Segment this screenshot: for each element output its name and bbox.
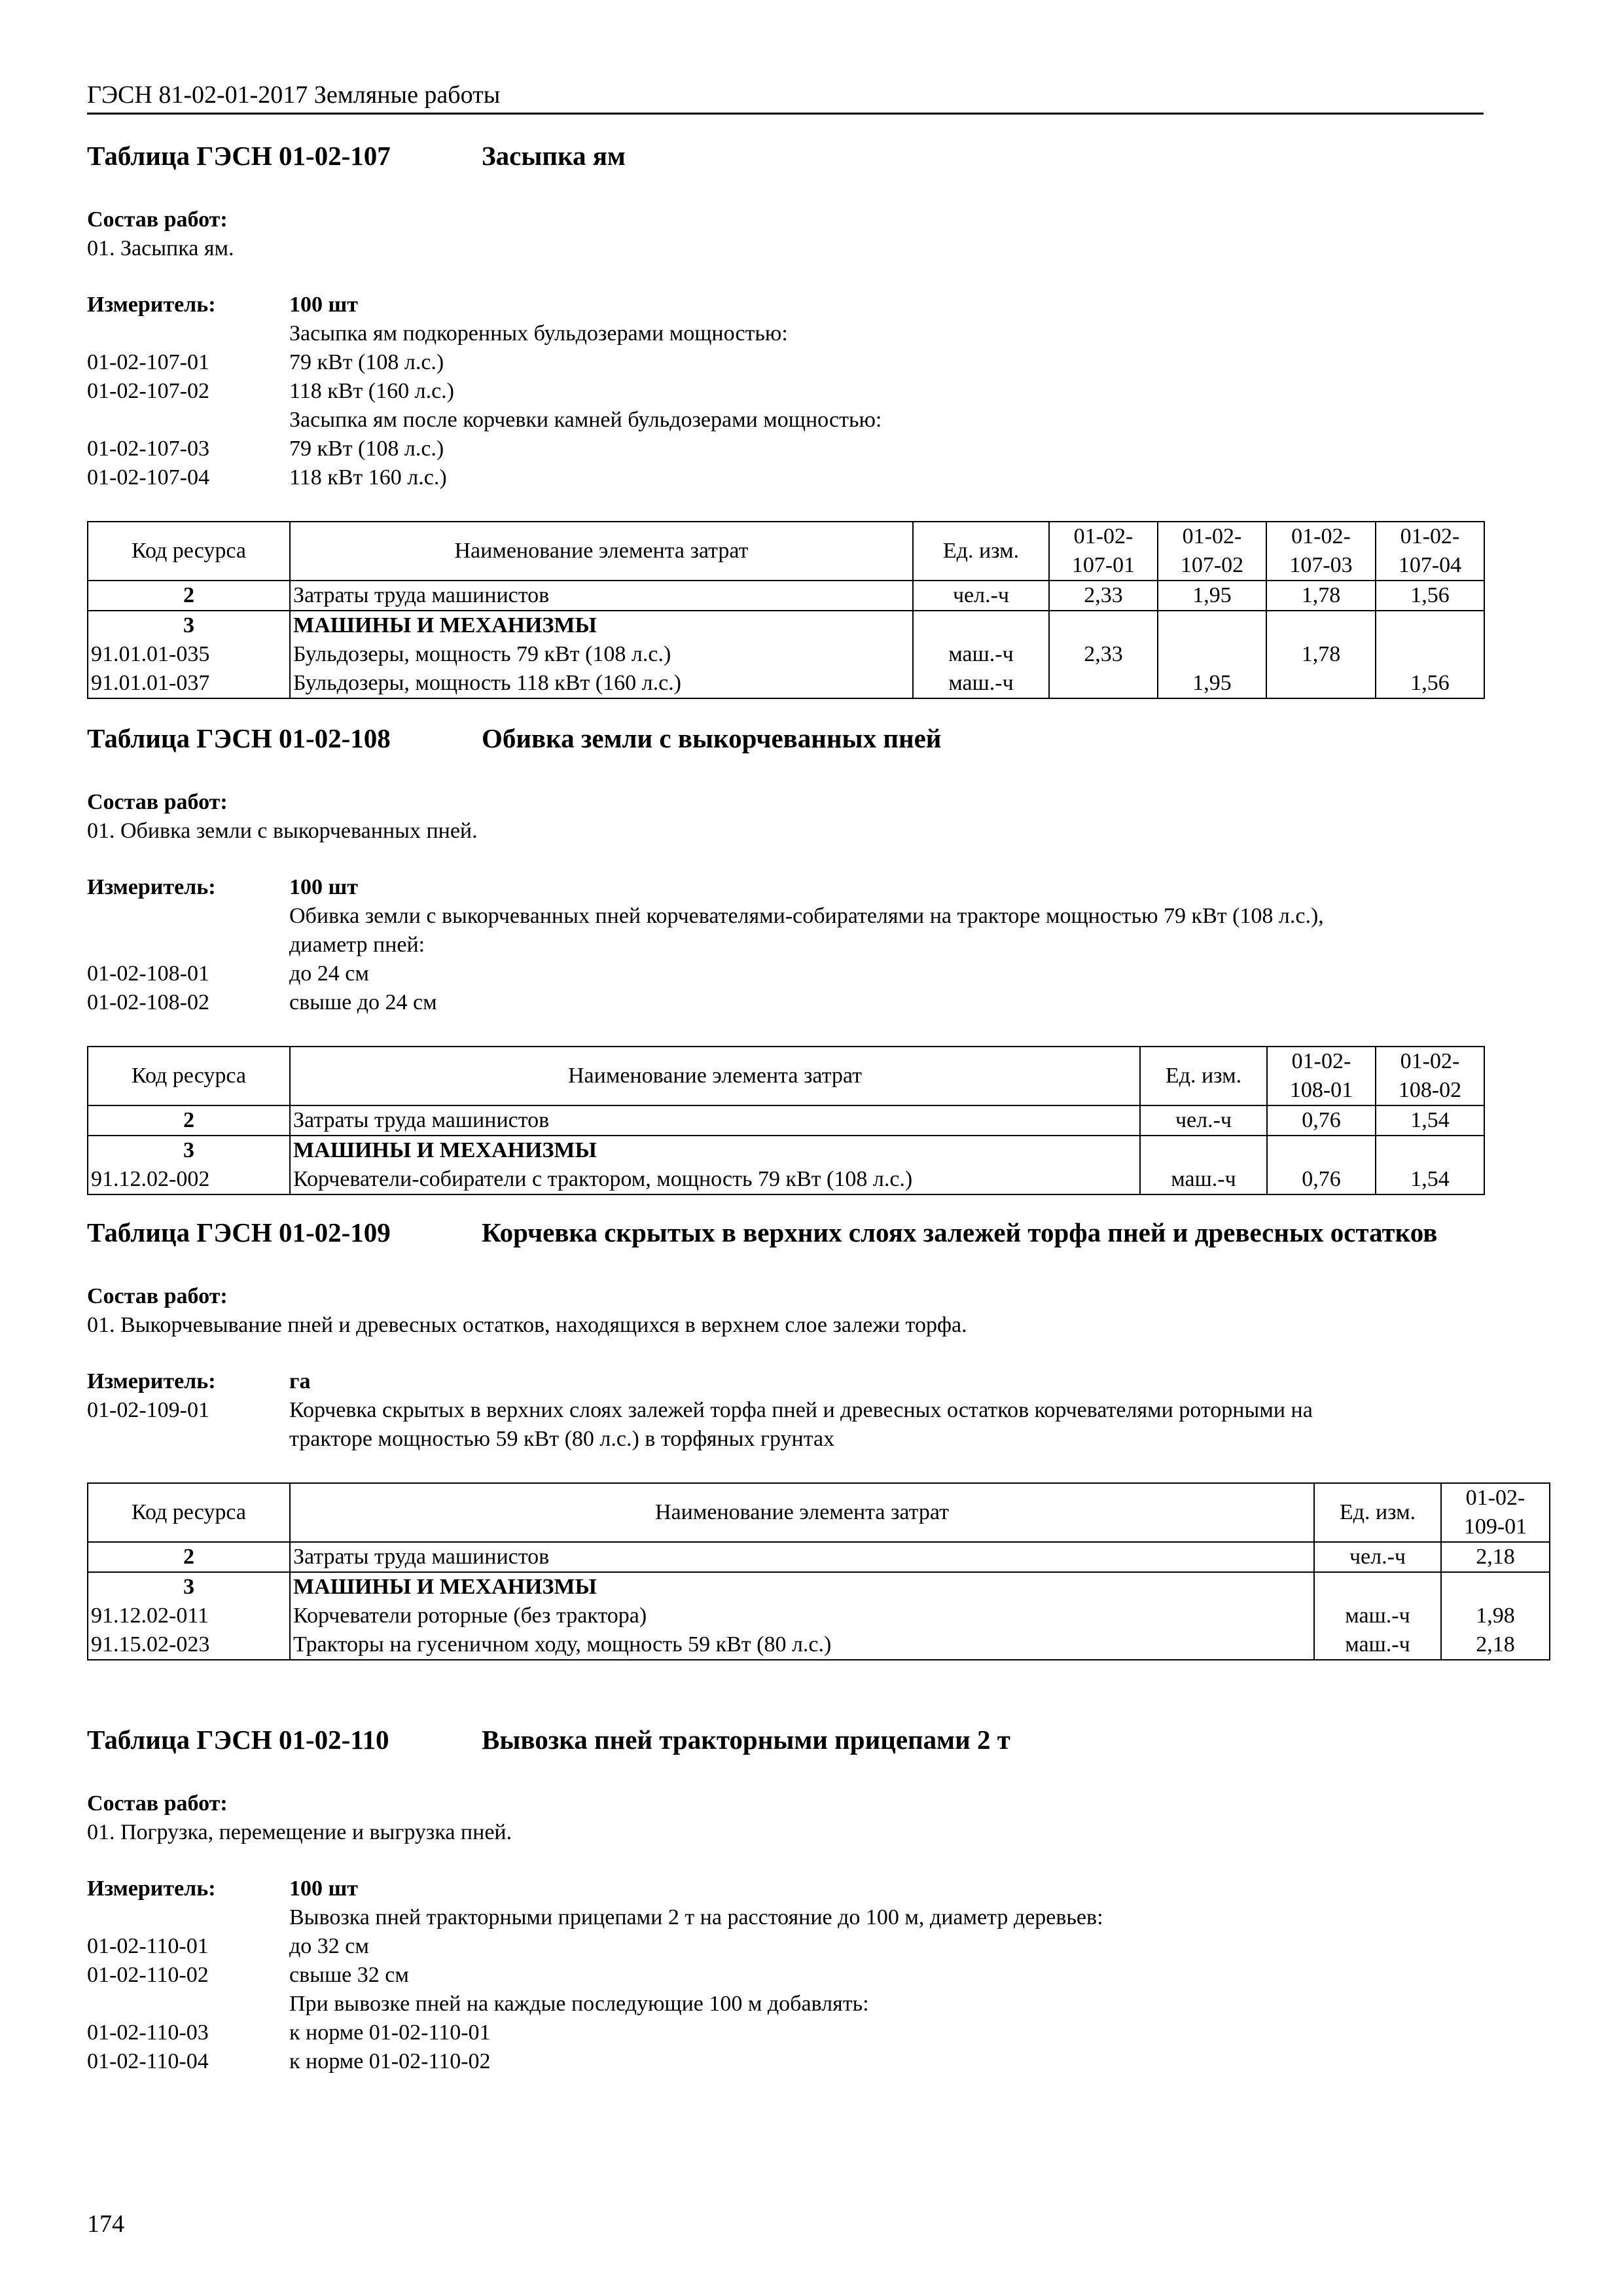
table-row (88, 1630, 1550, 1660)
section-01-02-108 (87, 720, 1484, 1195)
table-row (88, 611, 1484, 640)
norm-text: свыше 32 см (289, 1963, 409, 1987)
table-title: Засыпка ям (482, 141, 626, 171)
norm-line (87, 377, 1484, 406)
table-number: Таблица ГЭСН 01-02-109 (87, 1217, 391, 1247)
norm-line (87, 2018, 1484, 2047)
table-heading (87, 1214, 1484, 1251)
resource-unit (1314, 1572, 1441, 1602)
resource-name: Бульдозеры, мощность 79 кВт (108 л.с.) (290, 640, 913, 669)
resource-code: 2 (88, 581, 290, 611)
running-header: ГЭСН 81-02-01-2017 Земляные работы (87, 79, 1484, 115)
norm-code: 01-02-110-02 (87, 1963, 209, 1987)
measurer-value: 100 шт (289, 1876, 358, 1901)
measurer-value: 100 шт (289, 293, 358, 317)
page-number: 174 (87, 2210, 124, 2238)
resource-unit: чел.-ч (1314, 1542, 1441, 1572)
norm-value: 0,76 (1267, 1165, 1376, 1194)
col-header-code: Код ресурса (88, 1047, 290, 1105)
norm-code: 01-02-107-01 (87, 350, 209, 374)
norm-text: 118 кВт (160 л.с.) (289, 379, 454, 403)
norm-line (87, 319, 1484, 348)
table-row (88, 1165, 1484, 1194)
norm-line (87, 2047, 1484, 2076)
resource-unit (1140, 1136, 1267, 1165)
table-heading (87, 1721, 1484, 1758)
section-01-02-110 (87, 1721, 1484, 2076)
composition-text: 01. Обивка земли с выкорчеванных пней. (87, 819, 478, 843)
norm-line (87, 1932, 1484, 1961)
norm-value (1441, 1572, 1550, 1602)
resource-code: 2 (88, 1542, 290, 1572)
norm-value: 1,54 (1376, 1165, 1484, 1194)
norm-text: 79 кВт (108 л.с.) (289, 437, 444, 461)
resource-code: 3 (88, 1572, 290, 1602)
norm-text: свыше до 24 см (289, 990, 437, 1014)
norm-line (87, 1961, 1484, 1990)
norm-line (87, 902, 1484, 931)
composition-text: 01. Выкорчевывание пней и древесных остатков, находящихся в верхнем слое залежи торфа. (87, 1313, 967, 1337)
resource-code: 3 (88, 611, 290, 640)
norm-text: Корчевка скрытых в верхних слоях залежей торфа пней и древесных остатков корчевателями роторными на (289, 1398, 1313, 1422)
resource-unit: маш.-ч (1314, 1630, 1441, 1660)
col-header-name: Наименование элемента затрат (290, 522, 913, 581)
norm-text: Вывозка пней тракторными прицепами 2 т на расстояние до 100 м, диаметр деревьев: (289, 1905, 1103, 1929)
norm-value: 1,98 (1441, 1602, 1550, 1630)
composition-label: Состав работ: (87, 790, 228, 814)
norm-line (87, 1990, 1484, 2018)
section-01-02-107 (87, 137, 1484, 699)
resource-code: 91.01.01-037 (88, 669, 290, 698)
measurer-row (87, 291, 1484, 319)
norm-value: 1,78 (1266, 581, 1376, 611)
norm-value: 1,54 (1376, 1105, 1484, 1136)
composition-text: 01. Погрузка, перемещение и выгрузка пней. (87, 1820, 512, 1844)
norm-code: 01-02-107-03 (87, 437, 209, 461)
norm-code: 01-02-108-01 (87, 961, 209, 986)
norm-code: 01-02-107-02 (87, 379, 209, 403)
col-header-norm: 01-02- 108-01 (1267, 1047, 1376, 1105)
resource-code: 91.12.02-011 (88, 1602, 290, 1630)
resource-name: Затраты труда машинистов (290, 581, 913, 611)
measurer-label: Измеритель: (87, 1369, 216, 1393)
table-heading (87, 720, 1484, 757)
measurer-row (87, 1367, 1484, 1396)
resource-table (87, 1482, 1550, 1660)
resource-name: Корчеватели роторные (без трактора) (290, 1602, 1314, 1630)
norm-text: тракторе мощностью 59 кВт (80 л.с.) в торфяных грунтах (289, 1427, 835, 1451)
resource-table (87, 521, 1485, 699)
norm-text: к норме 01-02-110-02 (289, 2049, 491, 2073)
norm-line (87, 960, 1484, 988)
norm-value: 2,18 (1441, 1630, 1550, 1660)
norm-code: 01-02-110-03 (87, 2020, 209, 2045)
norm-code (87, 1903, 289, 1932)
resource-name: Затраты труда машинистов (290, 1542, 1314, 1572)
col-header-unit: Ед. изм. (1314, 1483, 1441, 1542)
norm-line (87, 435, 1484, 463)
norm-code: 01-02-108-02 (87, 990, 209, 1014)
table-row (88, 1542, 1550, 1572)
norm-line (87, 406, 1484, 435)
table-header-row (88, 1047, 1484, 1105)
norm-value: 1,56 (1376, 669, 1484, 698)
norm-value (1376, 640, 1484, 669)
norm-text: При вывозке пней на каждые последующие 100 м добавлять: (289, 1992, 869, 2016)
col-header-norm: 01-02- 107-04 (1376, 522, 1484, 581)
resource-name: Бульдозеры, мощность 118 кВт (160 л.с.) (290, 669, 913, 698)
table-row (88, 1105, 1484, 1136)
norm-code (87, 1990, 289, 2018)
table-number: Таблица ГЭСН 01-02-107 (87, 141, 391, 171)
measurer-value: га (289, 1369, 311, 1393)
measurer-row (87, 873, 1484, 902)
norm-line (87, 988, 1484, 1017)
measurer-label: Измеритель: (87, 1876, 216, 1901)
table-row (88, 1572, 1550, 1602)
table-title: Корчевка скрытых в верхних слоях залежей торфа пней и древесных остатков (482, 1217, 1438, 1247)
measurer-label: Измеритель: (87, 875, 216, 899)
norm-line (87, 348, 1484, 377)
table-header-row (88, 522, 1484, 581)
table-row (88, 640, 1484, 669)
composition-label: Состав работ: (87, 1791, 228, 1816)
resource-unit (913, 611, 1049, 640)
col-header-code: Код ресурса (88, 1483, 290, 1542)
norm-value: 1,56 (1376, 581, 1484, 611)
table-title: Обивка земли с выкорчеванных пней (482, 723, 942, 753)
resource-unit: маш.-ч (913, 640, 1049, 669)
resource-name: Затраты труда машинистов (290, 1105, 1140, 1136)
resource-code: 3 (88, 1136, 290, 1165)
norm-value: 1,95 (1158, 669, 1266, 698)
measurer-value: 100 шт (289, 875, 358, 899)
norm-value (1376, 1136, 1484, 1165)
norm-code: 01-02-109-01 (87, 1398, 209, 1422)
resource-unit: чел.-ч (1140, 1105, 1267, 1136)
norm-value (1158, 611, 1266, 640)
norm-text: Засыпка ям подкоренных бульдозерами мощностью: (289, 321, 788, 346)
col-header-unit: Ед. изм. (913, 522, 1049, 581)
norm-value: 1,95 (1158, 581, 1266, 611)
table-row (88, 581, 1484, 611)
resource-name: МАШИНЫ И МЕХАНИЗМЫ (290, 1572, 1314, 1602)
col-header-norm: 01-02- 107-03 (1266, 522, 1376, 581)
table-number: Таблица ГЭСН 01-02-108 (87, 723, 391, 753)
norm-line (87, 463, 1484, 492)
resource-unit: маш.-ч (1140, 1165, 1267, 1194)
resource-unit: чел.-ч (913, 581, 1049, 611)
resource-code: 2 (88, 1105, 290, 1136)
composition-text: 01. Засыпка ям. (87, 236, 234, 260)
norm-code: 01-02-110-04 (87, 2049, 209, 2073)
norm-code: 01-02-107-04 (87, 465, 209, 490)
table-number: Таблица ГЭСН 01-02-110 (87, 1725, 389, 1755)
col-header-norm: 01-02- 107-02 (1158, 522, 1266, 581)
measurer-label: Измеритель: (87, 293, 216, 317)
norm-value (1158, 640, 1266, 669)
norm-line (87, 1903, 1484, 1932)
norm-value: 1,78 (1266, 640, 1376, 669)
table-header-row (88, 1483, 1550, 1542)
norm-value: 0,76 (1267, 1105, 1376, 1136)
norm-code (87, 902, 289, 931)
norm-code: 01-02-110-01 (87, 1934, 209, 1958)
col-header-unit: Ед. изм. (1140, 1047, 1267, 1105)
table-heading (87, 137, 1484, 174)
col-header-norm: 01-02- 108-02 (1376, 1047, 1484, 1105)
norm-value: 2,33 (1049, 640, 1158, 669)
norm-line (87, 1425, 1484, 1454)
table-row (88, 669, 1484, 698)
norm-value: 2,33 (1049, 581, 1158, 611)
table-row (88, 1602, 1550, 1630)
col-header-code: Код ресурса (88, 522, 290, 581)
resource-code: 91.01.01-035 (88, 640, 290, 669)
resource-name: МАШИНЫ И МЕХАНИЗМЫ (290, 611, 913, 640)
norm-line (87, 931, 1484, 960)
resource-unit: маш.-ч (913, 669, 1049, 698)
resource-code: 91.12.02-002 (88, 1165, 290, 1194)
norm-value: 2,18 (1441, 1542, 1550, 1572)
norm-text: Засыпка ям после корчевки камней бульдозерами мощностью: (289, 408, 882, 432)
norm-value (1266, 669, 1376, 698)
section-01-02-109 (87, 1214, 1527, 1660)
resource-name: МАШИНЫ И МЕХАНИЗМЫ (290, 1136, 1140, 1165)
norm-text: к норме 01-02-110-01 (289, 2020, 491, 2045)
norm-code (87, 406, 289, 435)
resource-unit: маш.-ч (1314, 1602, 1441, 1630)
resource-name: Корчеватели-собиратели с трактором, мощность 79 кВт (108 л.с.) (290, 1165, 1140, 1194)
col-header-name: Наименование элемента затрат (290, 1047, 1140, 1105)
norm-value (1049, 611, 1158, 640)
norm-line (87, 1396, 1484, 1425)
norm-text: Обивка земли с выкорчеванных пней корчевателями-собирателями на тракторе мощностью 79 кВт (108 л.с.), (289, 904, 1324, 928)
norm-text: 79 кВт (108 л.с.) (289, 350, 444, 374)
resource-name: Тракторы на гусеничном ходу, мощность 59 кВт (80 л.с.) (290, 1630, 1314, 1660)
norm-code (87, 319, 289, 348)
norm-text: диаметр пней: (289, 933, 425, 957)
norm-code (87, 1425, 289, 1454)
norm-value (1267, 1136, 1376, 1165)
resource-table (87, 1046, 1485, 1195)
norm-code (87, 931, 289, 960)
col-header-norm: 01-02- 109-01 (1441, 1483, 1550, 1542)
norm-text: до 32 см (289, 1934, 369, 1958)
norm-value (1376, 611, 1484, 640)
composition-label: Состав работ: (87, 1284, 228, 1308)
composition-label: Состав работ: (87, 207, 228, 232)
norm-value (1049, 669, 1158, 698)
table-title: Вывозка пней тракторными прицепами 2 т (482, 1725, 1010, 1755)
col-header-norm: 01-02- 107-01 (1049, 522, 1158, 581)
resource-code: 91.15.02-023 (88, 1630, 290, 1660)
norm-text: до 24 см (289, 961, 369, 986)
table-row (88, 1136, 1484, 1165)
norm-text: 118 кВт 160 л.с.) (289, 465, 447, 490)
col-header-name: Наименование элемента затрат (290, 1483, 1314, 1542)
measurer-row (87, 1874, 1484, 1903)
norm-value (1266, 611, 1376, 640)
